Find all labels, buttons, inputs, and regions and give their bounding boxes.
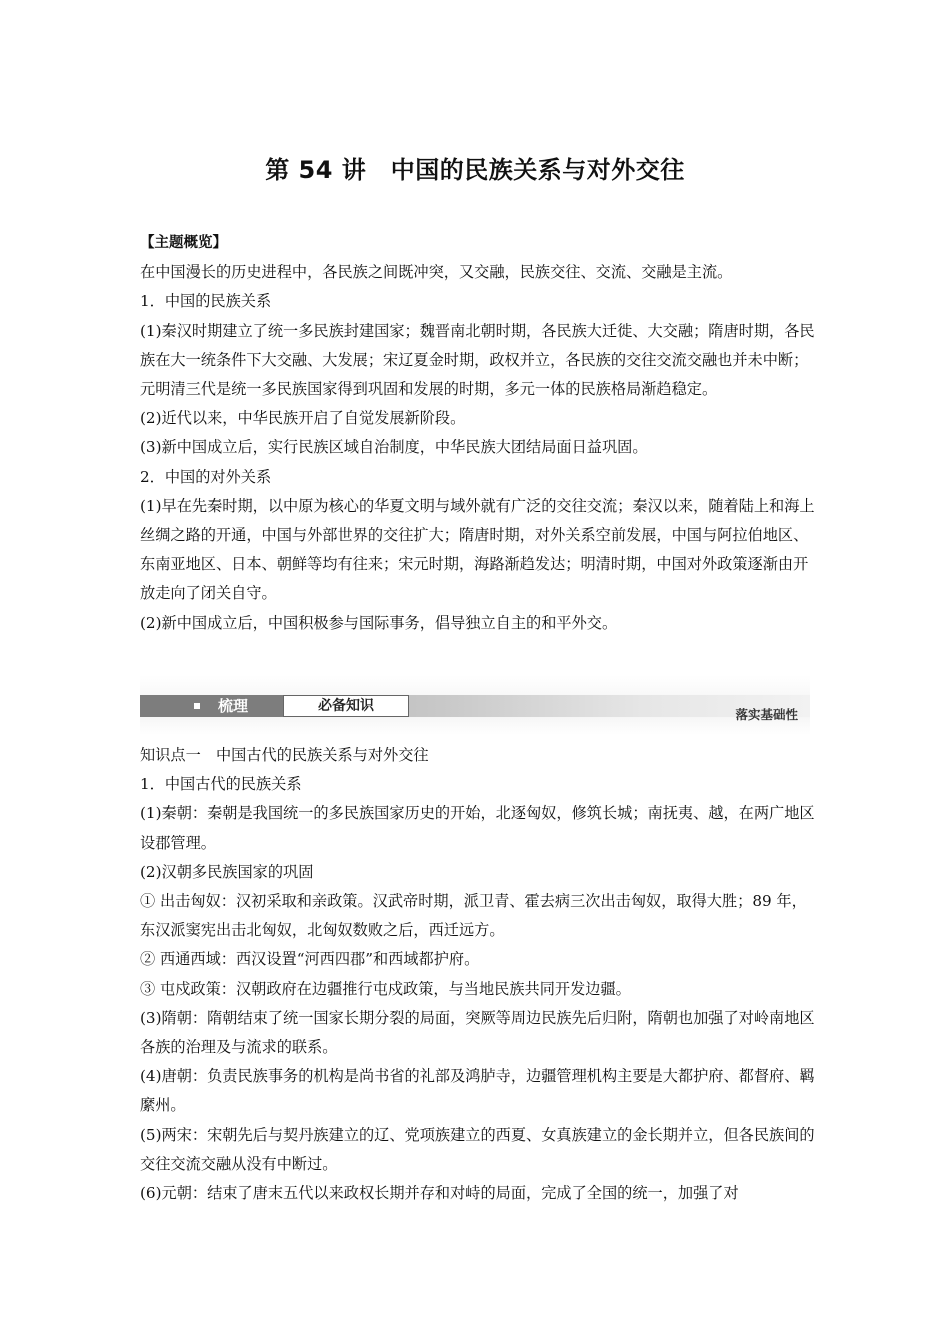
overview-paragraph: (1)早在先秦时期，以中原为核心的华夏文明与域外就有广泛的交往交流；秦汉以来，随着陆上和海上丝绸之路的开通，中国与外部世界的交往扩大；隋唐时期，对外关系空前发展，中国与阿拉伯地区、东南亚地区、日本、朝鲜等均有往来；宋元时期，海路渐趋发达；明清时期，中国对外政策逐渐由开放走向了闭关自守。 — [140, 496, 815, 603]
square-bullet-icon — [194, 703, 200, 709]
section-banner — [140, 675, 810, 735]
banner-box-label: 必备知识 — [283, 695, 409, 717]
knowledge-paragraph: (5)两宋：宋朝先后与契丹族建立的辽、党项族建立的西夏、女真族建立的金长期并立，但各民族间的交往交流交融从没有中断过。 — [140, 1125, 815, 1173]
knowledge-paragraph: (6)元朝：结束了唐末五代以来政权长期并存和对峙的局面，完成了全国的统一，加强了对 — [140, 1184, 739, 1203]
knowledge-paragraph: (1)秦朝：秦朝是我国统一的多民族国家历史的开始，北逐匈奴，修筑长城；南抚夷、越，在两广地区设郡管理。 — [140, 804, 815, 852]
banner-tab — [140, 695, 283, 717]
overview-heading: 【主题概览】 — [140, 235, 227, 251]
overview-paragraph: (3)新中国成立后，实行民族区域自治制度，中华民族大团结局面日益巩固。 — [140, 438, 648, 457]
knowledge-paragraph: ② 西通西域：西汉设置“河西四郡”和西域都护府。 — [140, 950, 480, 969]
overview-section — [140, 229, 818, 638]
knowledge-section — [140, 741, 818, 1208]
overview-subheading: 1．中国的民族关系 — [140, 292, 272, 311]
knowledge-paragraph: ③ 屯戍政策：汉朝政府在边疆推行屯戍政策，与当地民族共同开发边疆。 — [140, 979, 631, 998]
knowledge-paragraph: (2)汉朝多民族国家的巩固 — [140, 862, 314, 881]
knowledge-paragraph: (4)唐朝：负责民族事务的机构是尚书省的礼部及鸿胪寺，边疆管理机构主要是大都护府、都督府、羁縻州。 — [140, 1067, 815, 1115]
banner-tab-label: 梳理 — [218, 697, 249, 715]
knowledge-paragraph: (3)隋朝：隋朝结束了统一国家长期分裂的局面，突厥等周边民族先后归附，隋朝也加强了对岭南地区各族的治理及与流求的联系。 — [140, 1008, 815, 1057]
knowledge-paragraph: ① 出击匈奴：汉初采取和亲政策。汉武帝时期，派卫青、霍去病三次出击匈奴，取得大胜；89 年，东汉派窦宪出击北匈奴，北匈奴数败之后，西迁远方。 — [140, 892, 807, 940]
overview-paragraph: (2)新中国成立后，中国积极参与国际事务，倡导独立自主的和平外交。 — [140, 613, 618, 632]
knowledge-subheading: 1．中国古代的民族关系 — [140, 775, 302, 794]
banner-right-label: 落实基础性 — [735, 707, 798, 722]
overview-paragraph: (2)近代以来，中华民族开启了自觉发展新阶段。 — [140, 409, 466, 428]
overview-subheading: 2．中国的对外关系 — [140, 467, 272, 486]
overview-paragraph: 在中国漫长的历史进程中，各民族之间既冲突，又交融，民族交往、交流、交融是主流。 — [140, 263, 733, 282]
knowledge-point-heading: 知识点一 中国古代的民族关系与对外交往 — [140, 746, 429, 764]
overview-paragraph: (1)秦汉时期建立了统一多民族封建国家；魏晋南北朝时期，各民族大迁徙、大交融；隋唐时期，各民族在大一统条件下大交融、大发展；宋辽夏金时期，政权并立，各民族的交往交流交融也并未中断；元明清三代是统一多民族国家得到巩固和发展的时期，多元一体的民族格局渐趋稳定。 — [140, 321, 815, 399]
page-title: 第 54 讲 中国的民族关系与对外交往 — [265, 156, 685, 184]
